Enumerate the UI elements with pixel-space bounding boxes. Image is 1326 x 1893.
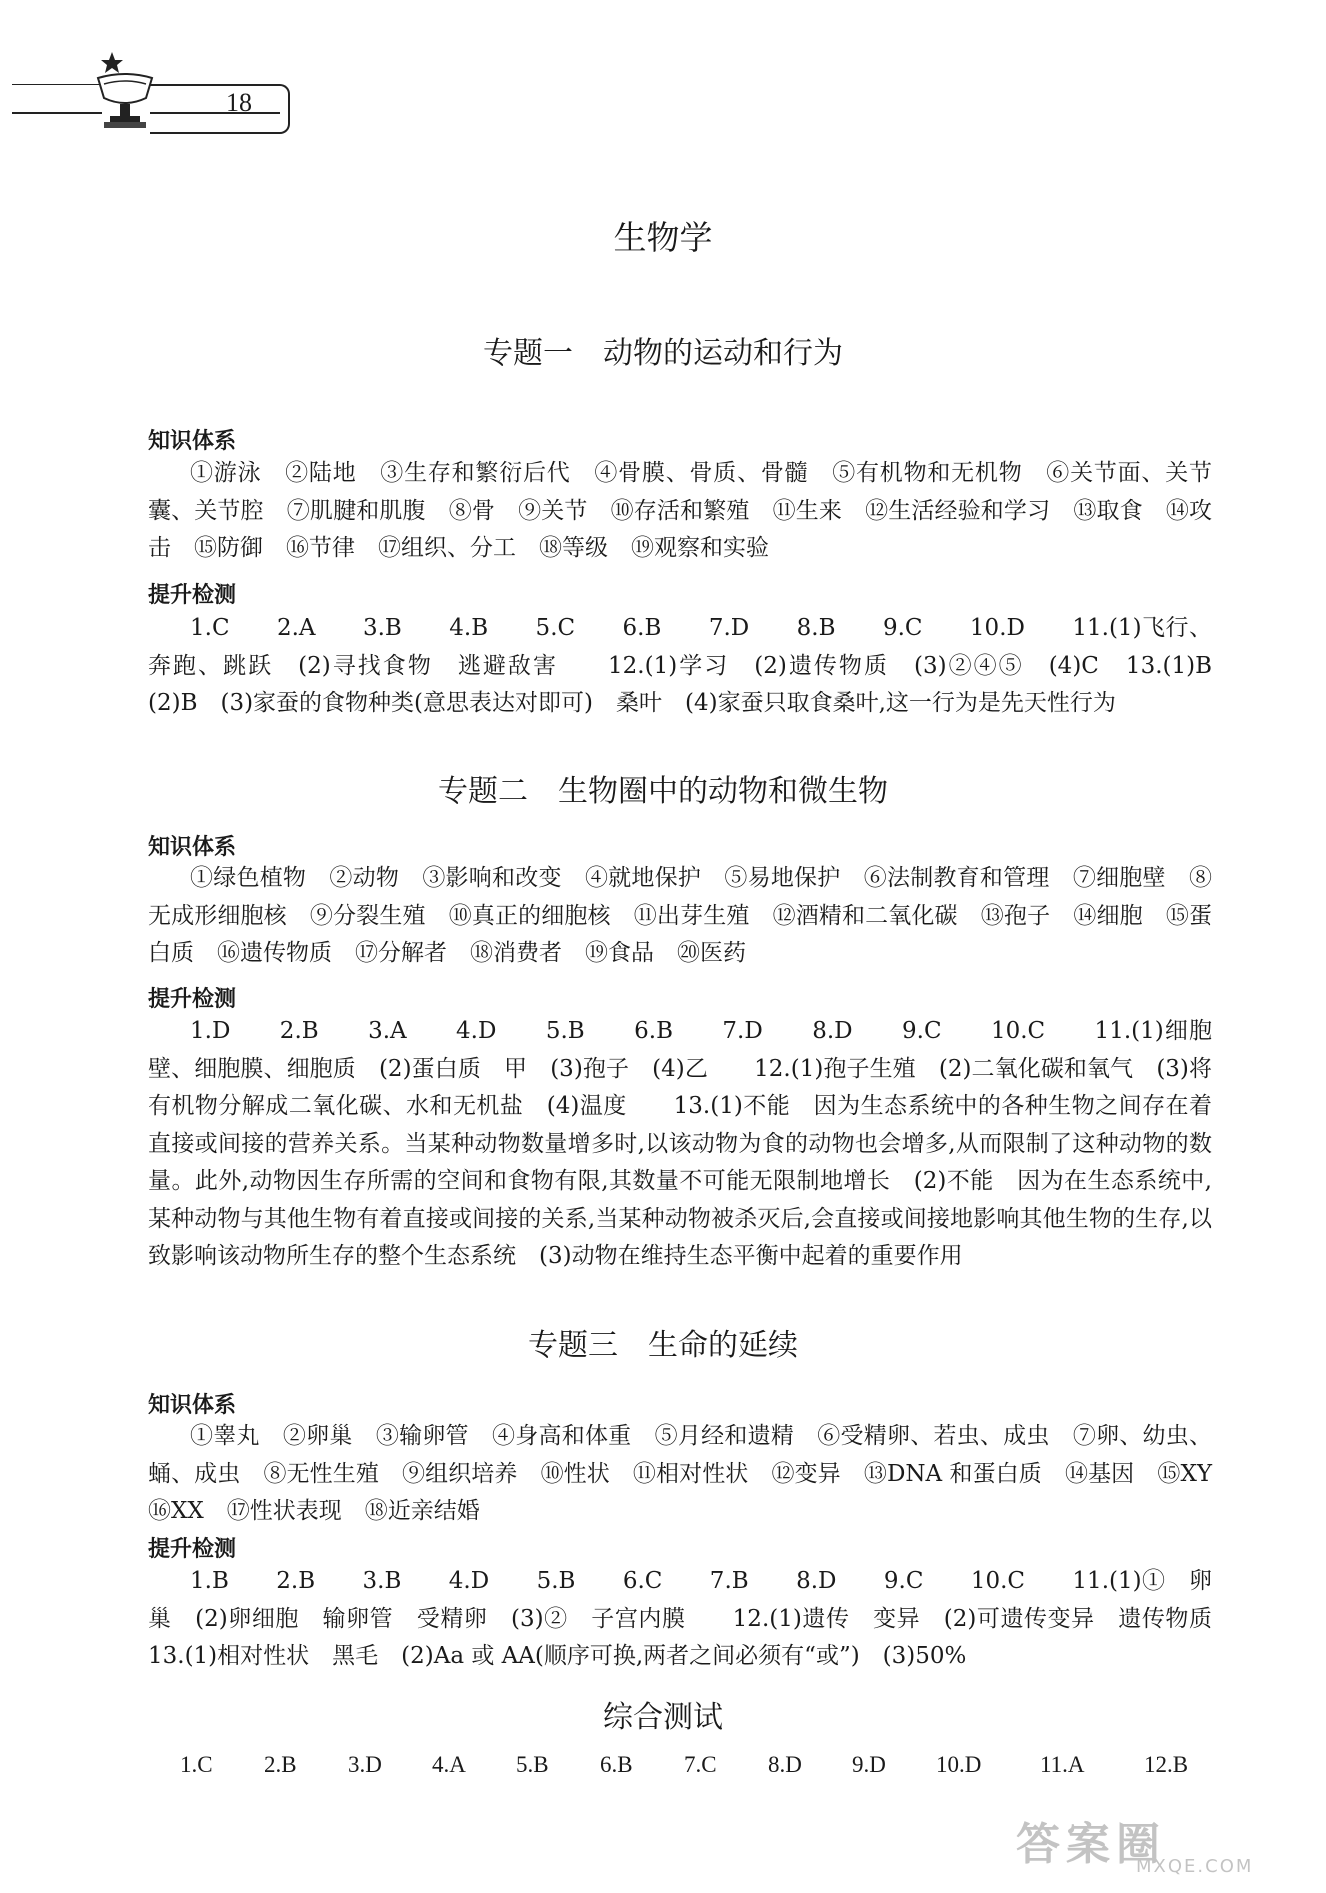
header-left-rule [12,112,102,114]
page-number: 18 [226,88,252,117]
page-header [0,0,300,140]
section-1-title: 专题一 动物的运动和行为 [483,336,843,371]
answer-item: 8.D [768,1752,802,1777]
section-3-title: 专题三 生命的延续 [528,1328,798,1363]
answer-item: 12.B [1144,1752,1189,1777]
watermark-url: MXQE.COM [1136,1856,1254,1877]
section-1-test-text: 1.C 2.A 3.B 4.B 5.C 6.B 7.D 8.B 9.C 10.D 11.(1)飞行、奔跑、跳跃 (2)寻找食物 逃避敌害 12.(1)学习 (2)遗传物质 (3)②④⑤ (4)C 13.(1)B (2)B (3)家蚕的食物种类(意思表达对即可) 桑叶 (4)家蚕只取食桑叶,这一行为是先天性行为 [148,615,1235,716]
answer-item: 4.A [432,1752,466,1777]
answer-item: 9.D [852,1752,886,1777]
answer-item: 3.D [348,1752,382,1777]
trophy-icon [90,48,160,138]
answer-item: 1.C [180,1752,213,1777]
answer-item: 11.A [1040,1752,1085,1777]
section-2-knowledge-text: ①绿色植物 ②动物 ③影响和改变 ④就地保护 ⑤易地保护 ⑥法制教育和管理 ⑦细胞壁 ⑧无成形细胞核 ⑨分裂生殖 ⑩真正的细胞核 ⑪出芽生殖 ⑫酒精和二氧化碳 ⑬孢子 ⑭细胞 ⑮蛋白质 ⑯遗传物质 ⑰分解者 ⑱消费者 ⑲食品 ⑳医药 [148,865,1212,966]
answer-item: 10.D [936,1752,982,1777]
section-3-test-label: 提升检测 [148,1537,237,1562]
watermark-text: 答案圈 [1016,1819,1166,1870]
answer-item: 2.B [264,1752,297,1777]
section-2-test-label: 提升检测 [148,987,237,1012]
answer-item: 5.B [516,1752,549,1777]
section-2-knowledge-label: 知识体系 [148,835,237,860]
section-3-knowledge-label: 知识体系 [148,1393,237,1418]
section-1-knowledge-label: 知识体系 [148,429,237,454]
watermark-logo [1016,1808,1306,1878]
section-1-test-label: 提升检测 [148,583,237,608]
section-1-knowledge-text: ①游泳 ②陆地 ③生存和繁衍后代 ④骨膜、骨质、骨髓 ⑤有机物和无机物 ⑥关节面、关节囊、关节腔 ⑦肌腱和肌腹 ⑧骨 ⑨关节 ⑩存活和繁殖 ⑪生来 ⑫生活经验和学习 ⑬取食 ⑭攻击 ⑮防御 ⑯节律 ⑰组织、分工 ⑱等级 ⑲观察和实验 [148,460,1212,561]
answer-item: 6.B [600,1752,633,1777]
main-title: 生物学 [613,218,713,257]
section-2-test-text: 1.D 2.B 3.A 4.D 5.B 6.B 7.D 8.D 9.C 10.C 11.(1)细胞壁、细胞膜、细胞质 (2)蛋白质 甲 (3)孢子 (4)乙 12.(1)孢子生殖 (2)二氧化碳和氧气 (3)将有机物分解成二氧化碳、水和无机盐 (4)温度 13.(1)不能 因为生态系统中的各种生物之间存在着直接或间接的营养关系。当某种动物数量增多时,以该动物为食的动物也会增多,从而限制了这种动物的数量。此外,动物因生存所需的空间和食物有限,其数量不可能无限制地增长 (2)不能 因为在生态系统中,某种动物与其他生物有着直接或间接的关系,当某种动物被杀灭后,会直接或间接地影响其他生物的生存,以致影响该动物所生存的整个生态系统 (3)动物在维持生态平衡中起着的重要作用 [148,1018,1212,1269]
section-2-title: 专题二 生物圈中的动物和微生物 [438,774,888,809]
section-3-knowledge-text: ①睾丸 ②卵巢 ③输卵管 ④身高和体重 ⑤月经和遗精 ⑥受精卵、若虫、成虫 ⑦卵、幼虫、蛹、成虫 ⑧无性生殖 ⑨组织培养 ⑩性状 ⑪相对性状 ⑫变异 ⑬DNA 和蛋白质 ⑭基因 ⑮XY ⑯XX ⑰性状表现 ⑱近亲结婚 [148,1423,1235,1524]
page-number-box [150,84,290,134]
answer-item: 7.C [684,1752,717,1777]
section-3-test-text: 1.B 2.B 3.B 4.D 5.B 6.C 7.B 8.D 9.C 10.C 11.(1)① 卵巢 (2)卵细胞 输卵管 受精卵 (3)② 子宫内膜 12.(1)遗传 变异 (2)可遗传变异 遗传物质 13.(1)相对性状 黑毛 (2)Aa 或 AA(顺序可换,两者之间必须有“或”) (3)50% [148,1568,1258,1669]
comprehensive-title: 综合测试 [603,1700,723,1735]
